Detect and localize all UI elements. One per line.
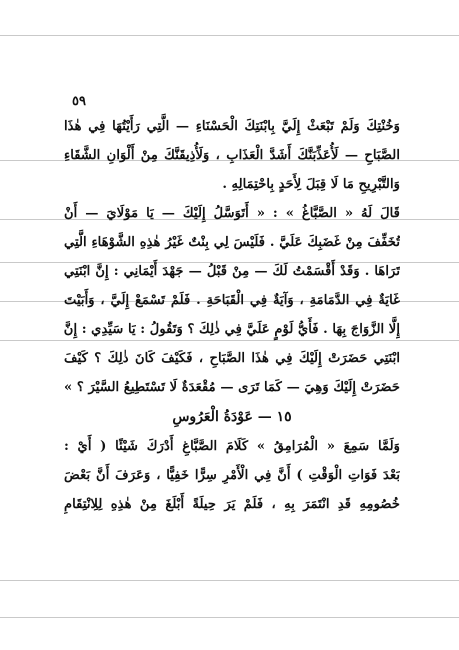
text-line-11: وَلَمَّا سَمِعَ « الْمُرَامِقُ » كَلَامَ الصَّبَّاغِ أَدْرَكَ شَيْئًا ( أَيْ : bbox=[64, 439, 400, 454]
text-line-4: قَالَ لَهُ « الصَّبَّاغُ » : « أَتَوَسَّلُ إِلَيْكَ — يَا مَوْلَايَ — أَنْ bbox=[64, 206, 400, 221]
text-line-9: ابْنَتِي حَضَرَتْ إِلَيْكَ فِي هٰذَا الصَّبَاحِ ، فَكَيْفَ كَانَ ذٰلِكَ ؟ كَيْفَ bbox=[64, 351, 400, 366]
text-line-10: حَضَرَتْ إِلَيْكَ وَهِيَ — كَمَا تَرَى — مُقْعَدَةٌ لَا تَسْتَطِيعُ السَّيْرَ ؟ » bbox=[64, 380, 400, 395]
text-line-13: خُصُومِهِ قَدِ انْتَمَرَ بِهِ ، فَلَمْ يَرَ حِيلَةً أَبْلَغَ مِنْ هٰذِهِ لِلِانْتِقَامِ bbox=[64, 497, 400, 512]
text-line-7: غَايَةٌ فِي الدَّمَامَةِ ، وَآيَةٌ فِي الْقَبَاحَةِ . فَلَمْ تَسْمَعْ إِلَيَّ ، وَأَبَيْتَ bbox=[64, 293, 400, 308]
text-line-8: إِلَّا الزَّوَاجَ بِهَا . فَأَيُّ لَوْمٍ عَلَيَّ فِي ذٰلِكَ ؟ وَتَقُولُ : يَا سَيِّدِي : إِنَّ bbox=[64, 322, 400, 337]
section-heading: ١٥ — عَوْدَةُ الْعَرُوسِ bbox=[172, 409, 292, 425]
page-body bbox=[64, 112, 400, 519]
text-line-12: بَعْدَ فَوَاتِ الْوَقْتِ ) أَنَّ فِي الْأَمْرِ سِرًّا خَفِيًّا ، وَعَرَفَ أَنَّ بَعْضَ bbox=[64, 468, 400, 483]
text-line-1: وَخُنْتِكَ وَلَمْ تَبْعَثْ إِلَيَّ بِابْنَتِكَ الْحَسْنَاءِ — الَّتِي رَأَيْتُهَا فِي هٰذَا bbox=[64, 119, 400, 134]
page-rule-1 bbox=[0, 35, 459, 36]
text-line-5: تُخَفِّفَ مِنْ غَضَبِكَ عَلَيَّ . فَلَيْسَ لِي بِنْتٌ غَيْرُ هٰذِهِ الشَّوْهَاءِ الَّتِي bbox=[64, 235, 400, 250]
text-line-6: تَرَاهَا . وَقَدْ أَقْسَمْتُ لَكَ — مِنْ قَبْلُ — جَهْدَ أَيْمَانِي : إِنَّ ابْنَتِي bbox=[64, 264, 400, 279]
page-rule-8 bbox=[0, 617, 459, 618]
text-line-3: وَالتَّبْرِيحِ مَا لَا قِبَلَ لِأَحَدٍ بِاحْتِمَالِهِ . bbox=[222, 177, 400, 192]
page-rule-7 bbox=[0, 580, 459, 581]
text-line-2: الصَّبَاحِ — لَأُعَذِّبَنَّكَ أَشَدَّ الْعَذَابِ ، وَلَأُذِيقَنَّكَ مِنْ أَلْوَانِ الشَّقَاءِ bbox=[64, 148, 400, 163]
page-number: ٥٩ bbox=[72, 94, 86, 109]
